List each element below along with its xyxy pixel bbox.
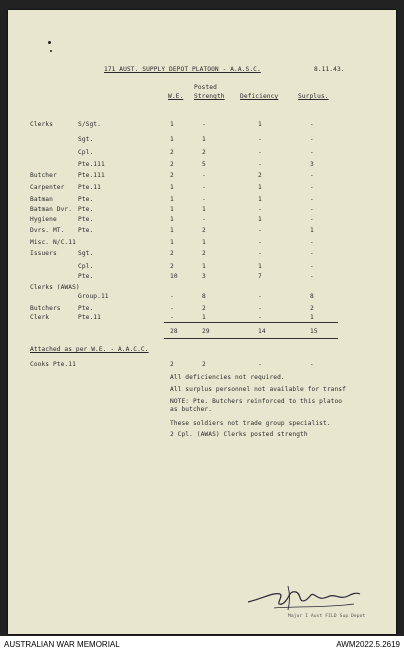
row-rank: Pte.: [78, 273, 94, 280]
row-surplus: -: [310, 172, 314, 179]
row-rank: Sgt.: [78, 136, 94, 143]
row-we: 1: [170, 227, 174, 234]
note-line: These soldiers not trade group specialist.: [170, 420, 331, 427]
row-surplus: 1: [310, 314, 314, 321]
row-rank: Pte.: [78, 305, 94, 312]
header-strength: Strength: [194, 93, 225, 100]
note-line: as butcher.: [170, 406, 213, 413]
row-rank: S/Sgt.: [78, 121, 101, 128]
row-we: 1: [170, 206, 174, 213]
row-strength: 8: [202, 293, 206, 300]
row-label: Clerk: [30, 314, 50, 321]
row-strength: 1: [202, 136, 206, 143]
total-deficiency: 14: [258, 328, 266, 335]
row-strength: 1: [202, 206, 206, 213]
row-rank: Pte.11: [78, 314, 101, 321]
total-surplus: 15: [310, 328, 318, 335]
row-strength: -: [202, 196, 206, 203]
row-deficiency: -: [258, 149, 262, 156]
row-deficiency: -: [258, 206, 262, 213]
attached-heading: Attached as per W.E. - A.A.C.C.: [30, 346, 149, 353]
row-strength: 1: [202, 239, 206, 246]
cooks-label: Cooks Pte.11: [30, 361, 76, 368]
row-label: Hygiene: [30, 216, 57, 223]
row-deficiency: -: [258, 227, 262, 234]
footer-left: AUSTRALIAN WAR MEMORIAL: [4, 640, 120, 649]
row-strength: 2: [202, 227, 206, 234]
cooks-strength: 2: [202, 361, 206, 368]
cooks-deficiency: -: [258, 361, 262, 368]
row-deficiency: 1: [258, 263, 262, 270]
row-surplus: -: [310, 273, 314, 280]
row-label: Butcher: [30, 172, 57, 179]
row-label: Carpenter: [30, 184, 65, 191]
note-line: 2 Cpl. (AWAS) Clerks posted strength: [170, 431, 308, 438]
row-strength: -: [202, 216, 206, 223]
row-surplus: 3: [310, 161, 314, 168]
row-strength: 1: [202, 263, 206, 270]
row-strength: 3: [202, 273, 206, 280]
signature: [244, 578, 364, 618]
row-deficiency: -: [258, 305, 262, 312]
row-deficiency: 1: [258, 216, 262, 223]
row-strength: 1: [202, 314, 206, 321]
document-page: [8, 10, 396, 634]
punch-hole: [48, 41, 51, 44]
archive-footer: [0, 636, 404, 653]
row-deficiency: -: [258, 250, 262, 257]
signature-caption: Major I Aust FILD Sup Depot: [288, 614, 366, 619]
row-we: 2: [170, 250, 174, 257]
row-deficiency: -: [258, 239, 262, 246]
row-rank: Pte.: [78, 216, 94, 223]
row-strength: 2: [202, 250, 206, 257]
row-we: -: [170, 305, 174, 312]
row-surplus: -: [310, 206, 314, 213]
note-line: All surplus personnel not available for transf: [170, 386, 346, 393]
row-rank: Cpl.: [78, 263, 94, 270]
row-rank: Pte.: [78, 196, 94, 203]
header-we: W.E.: [168, 93, 184, 100]
row-surplus: -: [310, 184, 314, 191]
row-surplus: 1: [310, 227, 314, 234]
row-strength: 2: [202, 305, 206, 312]
row-surplus: -: [310, 263, 314, 270]
row-deficiency: 7: [258, 273, 262, 280]
row-strength: 2: [202, 149, 206, 156]
row-rank: Cpl.: [78, 149, 94, 156]
row-strength: -: [202, 121, 206, 128]
header-posted: Posted: [194, 84, 217, 91]
row-we: 1: [170, 196, 174, 203]
row-we: 2: [170, 161, 174, 168]
row-we: 2: [170, 263, 174, 270]
row-we: 1: [170, 239, 174, 246]
row-label: Batman: [30, 196, 53, 203]
row-deficiency: -: [258, 161, 262, 168]
row-strength: -: [202, 184, 206, 191]
row-we: -: [170, 293, 174, 300]
cooks-we: 2: [170, 361, 174, 368]
row-we: 10: [170, 273, 178, 280]
row-label: Butchers: [30, 305, 61, 312]
row-rank: Pte.111: [78, 172, 105, 179]
row-label: Misc. N/C.11: [30, 239, 76, 246]
row-we: 2: [170, 149, 174, 156]
row-we: -: [170, 314, 174, 321]
row-we: 1: [170, 184, 174, 191]
row-surplus: -: [310, 196, 314, 203]
row-deficiency: 2: [258, 172, 262, 179]
row-surplus: -: [310, 136, 314, 143]
row-surplus: -: [310, 121, 314, 128]
row-surplus: -: [310, 239, 314, 246]
row-we: 1: [170, 136, 174, 143]
row-deficiency: -: [258, 136, 262, 143]
header-surplus: Surplus.: [298, 93, 329, 100]
row-rank: Sgt.: [78, 250, 94, 257]
total-strength: 29: [202, 328, 210, 335]
row-surplus: 2: [310, 305, 314, 312]
row-rank: Pte.: [78, 227, 94, 234]
row-surplus: 8: [310, 293, 314, 300]
row-rank: Pte.: [78, 206, 94, 213]
row-we: 1: [170, 121, 174, 128]
row-label: Batman Dvr.: [30, 206, 73, 213]
row-deficiency: 1: [258, 184, 262, 191]
row-rank: Group.11: [78, 293, 109, 300]
row-rank: Pte.11: [78, 184, 101, 191]
row-we: 2: [170, 172, 174, 179]
row-deficiency: 1: [258, 196, 262, 203]
row-strength: 5: [202, 161, 206, 168]
punch-hole: [50, 50, 52, 52]
note-line: All deficiencies not required.: [170, 374, 285, 381]
row-label: Clerks: [30, 121, 53, 128]
row-label: Issuers: [30, 250, 57, 257]
cooks-surplus: -: [310, 361, 314, 368]
footer-right: AWM2022.5.2619: [336, 640, 400, 649]
document-date: 8.11.43.: [314, 66, 345, 73]
row-surplus: -: [310, 216, 314, 223]
row-surplus: -: [310, 250, 314, 257]
row-surplus: -: [310, 149, 314, 156]
row-deficiency: -: [258, 293, 262, 300]
total-rule-top: [164, 322, 338, 323]
row-label: Clerks (AWAS): [30, 284, 80, 291]
row-deficiency: -: [258, 314, 262, 321]
row-we: 1: [170, 216, 174, 223]
document-title: 171 AUST. SUPPLY DEPOT PLATOON - A.A.S.C.: [104, 66, 261, 73]
row-deficiency: 1: [258, 121, 262, 128]
total-we: 28: [170, 328, 178, 335]
header-deficiency: Deficiency: [240, 93, 279, 100]
total-rule-bottom: [164, 338, 338, 339]
note-line: NOTE: Pte. Butchers reinforced to this platoo: [170, 398, 343, 405]
row-label: Dvrs. MT.: [30, 227, 65, 234]
row-rank: Pte.111: [78, 161, 105, 168]
row-strength: -: [202, 172, 206, 179]
